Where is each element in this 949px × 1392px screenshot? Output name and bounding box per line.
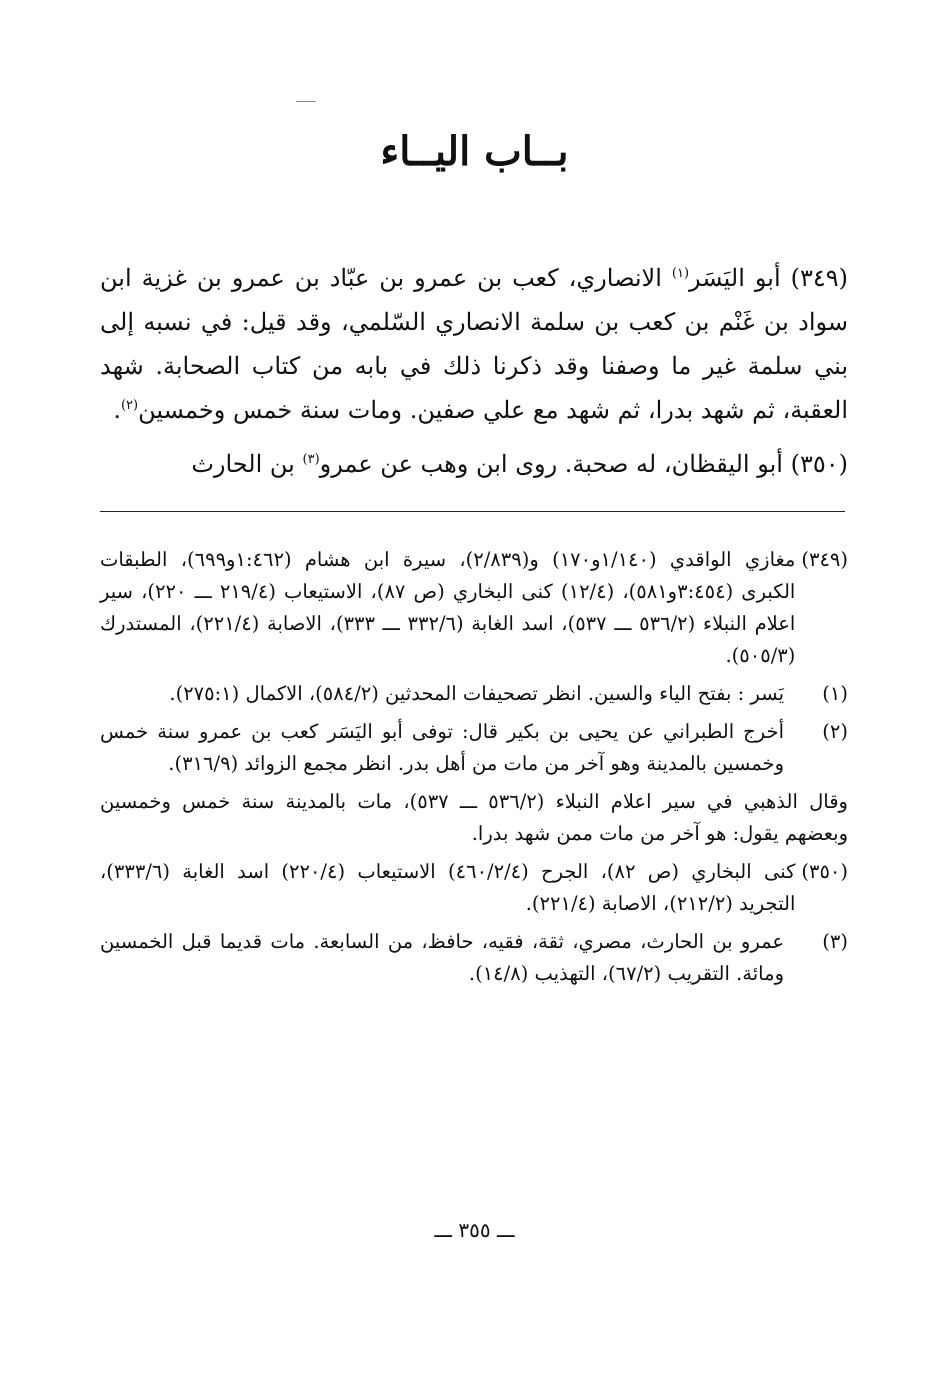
entry-349-body: الانصاري، كعب بن عمرو بن عبّاد بن عمرو بن غزية ابن سواد بن غَنْم بن كعب بن سلمة الانصاري السّلمي، وقد قيل: في نسبه إلى بني سلمة غير ما وصفنا وقد ذكرنا ذلك في بابه من كتاب الصحابة. شهد العقبة، ثم شهد بدرا، ثم شهد مع علي صفين. ومات سنة خمس وخمسين [100, 264, 848, 424]
footnote-number: (٢) [822, 720, 848, 743]
footnote [100, 544, 848, 672]
footnote-text: أخرج الطبراني عن يحيى بن بكير قال: توفى أبو اليَسَر كعب بن عمرو سنة خمس وخمسين بالمدينة وهو آخر من مات من أهل بدر. انظر مجمع الزوائد (٣١٦/٩). [100, 720, 784, 775]
footnote-marker-2: (٢) [120, 398, 139, 413]
entry-350 [100, 442, 848, 486]
footnote-marker-1: (١) [671, 266, 690, 281]
footnote-text: كنى البخاري (ص ٨٢)، الجرح (٤٦٠/٢/٤) الاستيعاب (٢٢٠/٤) اسد الغابة (٣٣٣/٦)، التجريد (٢١٢/٢)، الاصابة (٢٢١/٤). [100, 860, 796, 915]
top-rule-mark [296, 101, 316, 102]
footnote-number: (٣٤٩) [801, 548, 848, 571]
footnotes [100, 544, 848, 996]
entry-349-end: . [113, 396, 121, 424]
entry-350-end: بن الحارث [191, 450, 303, 478]
footnote-separator [100, 511, 845, 512]
footnote-number: (١) [822, 682, 848, 705]
footnote-text: عمرو بن الحارث، مصري، ثقة، فقيه، حافظ، من السابعة. مات قديما قبل الخمسين ومائة. التقريب (٦٧/٢)، التهذيب (١٤/٨). [100, 930, 784, 985]
footnote-number: (٣) [822, 930, 848, 953]
footnote [100, 678, 848, 710]
footnote-number: (٣٥٠) [801, 860, 848, 883]
footnote [100, 926, 848, 990]
footnote [100, 716, 848, 780]
footnote-text: يَسر : بفتح الياء والسين. انظر تصحيفات المحدثين (٥٨٤/٢)، الاكمال (٢٧٥:١). [169, 682, 784, 705]
entry-349 [100, 256, 848, 432]
entry-350-lead: (٣٥٠) أبو اليقظان، له صحبة. روى ابن وهب عن عمرو [319, 450, 848, 478]
footnote [100, 856, 848, 920]
footnote-marker-3: (٣) [302, 452, 320, 467]
entry-349-lead: (٣٤٩) أبو اليَسَر [689, 264, 849, 292]
main-text [100, 256, 848, 486]
chapter-title: بــاب اليــاء [380, 128, 569, 175]
footnote-continuation [100, 786, 848, 850]
footnote-text: مغازي الواقدي (١/١٤٠و١٧٠) و(٢/٨٣٩)، سيرة ابن هشام (١:٤٦٢و٦٩٩)، الطبقات الكبرى (٣:٤٥٤و٥٨١)، (١٢/٤) كنى البخاري (ص ٨٧)، الاستيعاب (٢١٩/٤ ـــ ٢٢٠)، سير اعلام النبلاء (٥٣٦/٢ ـــ ٥٣٧)، اسد الغابة (٣٣٢/٦ ـــ ٣٣٣)، الاصابة (٢٢١/٤)، المستدرك (٥٠٥/٣). [100, 548, 796, 667]
footnote-text: وقال الذهبي في سير اعلام النبلاء (٥٣٦/٢ ـــ ٥٣٧)، مات بالمدينة سنة خمس وخمسين وبعضهم يقول: هو آخر من مات ممن شهد بدرا. [100, 790, 848, 845]
page-number: ـــ ٣٥٥ ـــ [434, 1218, 515, 1242]
